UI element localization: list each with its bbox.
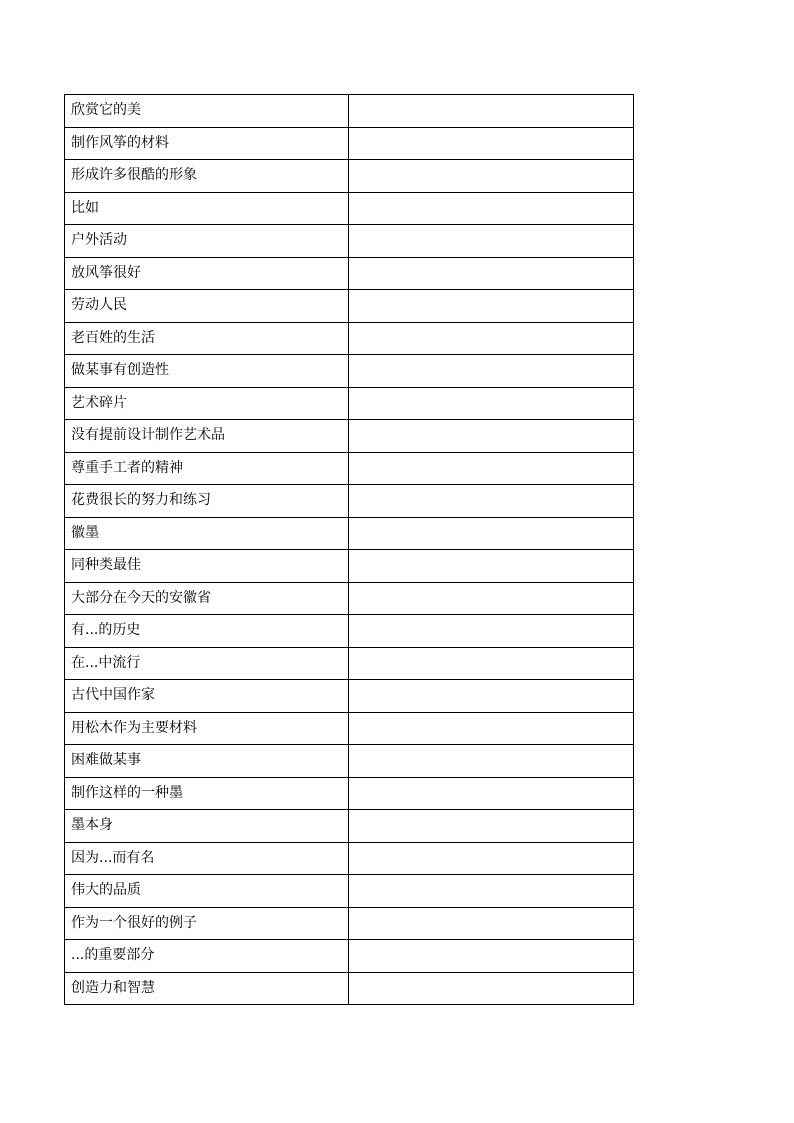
chinese-term-cell: 同种类最佳 [65,550,349,583]
answer-cell[interactable] [349,192,634,225]
table-row [65,485,634,518]
table-row [65,192,634,225]
answer-cell[interactable] [349,907,634,940]
chinese-term-cell: 在...中流行 [65,647,349,680]
table-row [65,647,634,680]
table-row [65,810,634,843]
answer-cell[interactable] [349,875,634,908]
chinese-term-cell: 做某事有创造性 [65,355,349,388]
answer-cell[interactable] [349,127,634,160]
answer-cell[interactable] [349,745,634,778]
answer-cell[interactable] [349,225,634,258]
table-row [65,127,634,160]
chinese-term-cell: 比如 [65,192,349,225]
chinese-term-cell: 用松木作为主要材料 [65,712,349,745]
answer-cell[interactable] [349,95,634,128]
answer-cell[interactable] [349,485,634,518]
answer-cell[interactable] [349,387,634,420]
chinese-term-cell: 因为...而有名 [65,842,349,875]
chinese-term-cell: 墨本身 [65,810,349,843]
table-row [65,940,634,973]
table-row [65,387,634,420]
chinese-term-cell: 作为一个很好的例子 [65,907,349,940]
chinese-term-cell: 放风筝很好 [65,257,349,290]
answer-cell[interactable] [349,647,634,680]
answer-cell[interactable] [349,582,634,615]
answer-cell[interactable] [349,355,634,388]
chinese-term-cell: 古代中国作家 [65,680,349,713]
chinese-term-cell: 花费很长的努力和练习 [65,485,349,518]
table-row [65,95,634,128]
table-row [65,777,634,810]
chinese-term-cell: 欣赏它的美 [65,95,349,128]
chinese-term-cell: 老百姓的生活 [65,322,349,355]
chinese-term-cell: 户外活动 [65,225,349,258]
answer-cell[interactable] [349,290,634,323]
vocabulary-table [64,94,634,1005]
answer-cell[interactable] [349,842,634,875]
chinese-term-cell: 形成许多很酷的形象 [65,160,349,193]
answer-cell[interactable] [349,810,634,843]
table-row [65,582,634,615]
table-row [65,842,634,875]
table-row [65,712,634,745]
table-row [65,745,634,778]
answer-cell[interactable] [349,777,634,810]
chinese-term-cell: ...的重要部分 [65,940,349,973]
vocabulary-table-body [65,95,634,1005]
answer-cell[interactable] [349,972,634,1005]
answer-cell[interactable] [349,452,634,485]
table-row [65,615,634,648]
table-row [65,160,634,193]
table-row [65,972,634,1005]
table-row [65,907,634,940]
chinese-term-cell: 没有提前设计制作艺术品 [65,420,349,453]
chinese-term-cell: 尊重手工者的精神 [65,452,349,485]
table-row [65,680,634,713]
answer-cell[interactable] [349,160,634,193]
table-row [65,517,634,550]
answer-cell[interactable] [349,940,634,973]
chinese-term-cell: 有...的历史 [65,615,349,648]
table-row [65,290,634,323]
chinese-term-cell: 困难做某事 [65,745,349,778]
answer-cell[interactable] [349,712,634,745]
chinese-term-cell: 艺术碎片 [65,387,349,420]
table-row [65,550,634,583]
answer-cell[interactable] [349,322,634,355]
chinese-term-cell: 大部分在今天的安徽省 [65,582,349,615]
chinese-term-cell: 制作这样的一种墨 [65,777,349,810]
table-row [65,322,634,355]
chinese-term-cell: 创造力和智慧 [65,972,349,1005]
chinese-term-cell: 制作风筝的材料 [65,127,349,160]
table-row [65,452,634,485]
answer-cell[interactable] [349,680,634,713]
answer-cell[interactable] [349,257,634,290]
table-row [65,875,634,908]
answer-cell[interactable] [349,420,634,453]
table-row [65,225,634,258]
answer-cell[interactable] [349,550,634,583]
chinese-term-cell: 伟大的品质 [65,875,349,908]
table-row [65,420,634,453]
table-row [65,257,634,290]
answer-cell[interactable] [349,615,634,648]
chinese-term-cell: 徽墨 [65,517,349,550]
answer-cell[interactable] [349,517,634,550]
chinese-term-cell: 劳动人民 [65,290,349,323]
table-row [65,355,634,388]
